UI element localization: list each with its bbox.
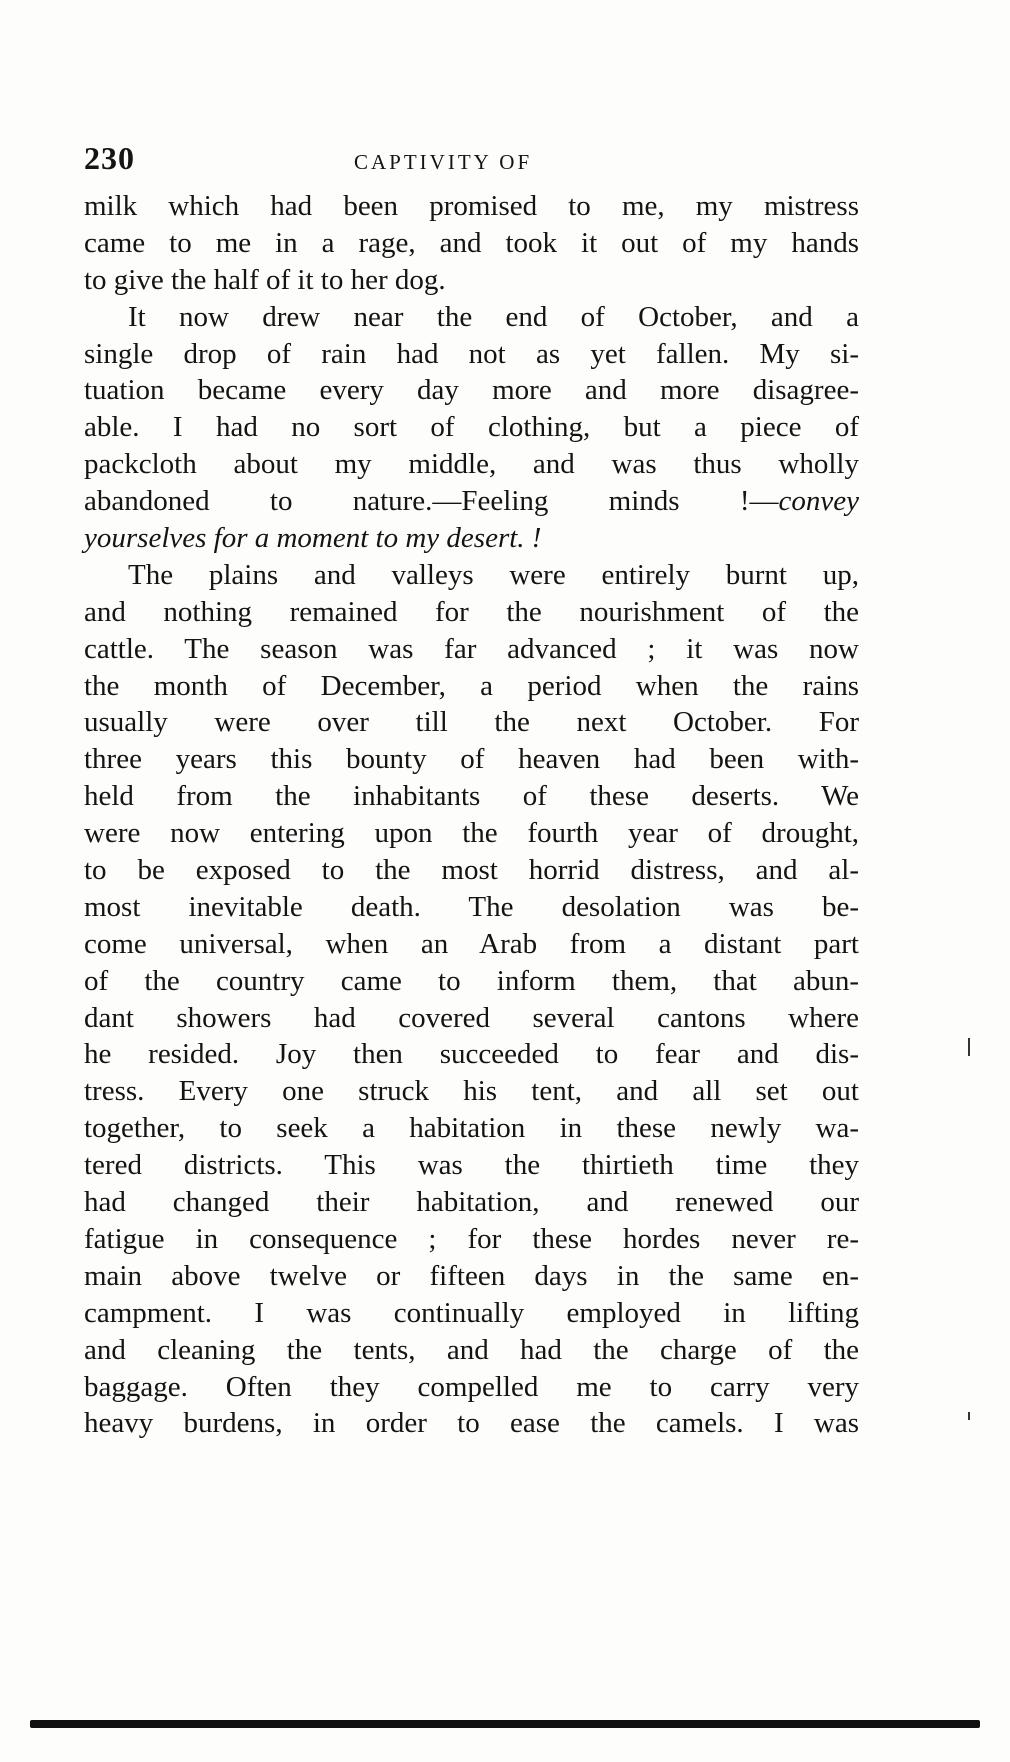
text-line: yourselves for a moment to my desert. ! — [84, 522, 542, 555]
text-line: held from the inhabitants of these deserts. We — [84, 780, 859, 813]
text-line: baggage. Often they compelled me to carry very — [84, 1370, 859, 1403]
text-line: able. I had no sort of clothing, but a piece of — [84, 411, 859, 444]
text-line: main above twelve or fifteen days in the same en- — [84, 1259, 859, 1292]
text-line: most inevitable death. The desolation was be- — [84, 890, 859, 923]
text-line: campment. I was continually employed in lifting — [84, 1296, 859, 1329]
bottom-rule — [30, 1720, 980, 1728]
text-line: The plains and valleys were entirely burnt up, — [128, 558, 859, 591]
text-line: the month of December, a period when the rains — [84, 669, 859, 702]
page-header — [84, 140, 864, 190]
text-line: It now drew near the end of October, and a — [128, 300, 859, 333]
text-line: together, to seek a habitation in these newly wa- — [84, 1112, 859, 1145]
text-line: usually were over till the next October. For — [84, 706, 859, 739]
text-line: to give the half of it to her dog. — [84, 263, 446, 296]
page-number: 230 — [84, 140, 135, 176]
margin-mark — [968, 1412, 970, 1420]
text-segment-italic: convey — [778, 485, 859, 518]
text-line: packcloth about my middle, and was thus wholly — [84, 448, 859, 481]
text-line: milk which had been promised to me, my mistress — [84, 190, 859, 222]
text-segment: abandoned to nature.—Feeling minds !— — [84, 485, 779, 518]
text-line: heavy burdens, in order to ease the camels. I was — [84, 1407, 859, 1440]
body-text — [84, 188, 859, 1442]
text-line: cattle. The season was far advanced ; it was now — [84, 632, 859, 665]
text-line: come universal, when an Arab from a distant part — [84, 927, 859, 960]
text-line: came to me in a rage, and took it out of my hands — [84, 226, 859, 259]
text-line: were now entering upon the fourth year of drought, — [84, 817, 859, 850]
text-line: fatigue in consequence ; for these hordes never re- — [84, 1222, 859, 1255]
text-line: three years this bounty of heaven had been with- — [84, 743, 859, 776]
margin-mark — [968, 1038, 970, 1056]
text-line: had changed their habitation, and renewed our — [84, 1186, 859, 1219]
text-line: he resided. Joy then succeeded to fear and dis- — [84, 1038, 859, 1071]
text-line: tress. Every one struck his tent, and all set out — [84, 1075, 859, 1108]
text-line: and cleaning the tents, and had the charge of the — [84, 1333, 859, 1366]
text-line: tuation became every day more and more disagree- — [84, 374, 859, 407]
text-line: dant showers had covered several cantons where — [84, 1001, 859, 1034]
text-line — [84, 483, 859, 520]
text-line: and nothing remained for the nourishment of the — [84, 595, 859, 628]
running-head: CAPTIVITY OF — [354, 150, 533, 174]
text-line: of the country came to inform them, that abun- — [84, 964, 859, 997]
text-line: to be exposed to the most horrid distress, and al- — [84, 854, 859, 887]
text-line: tered districts. This was the thirtieth time they — [84, 1149, 859, 1182]
text-line: single drop of rain had not as yet fallen. My si- — [84, 337, 859, 370]
